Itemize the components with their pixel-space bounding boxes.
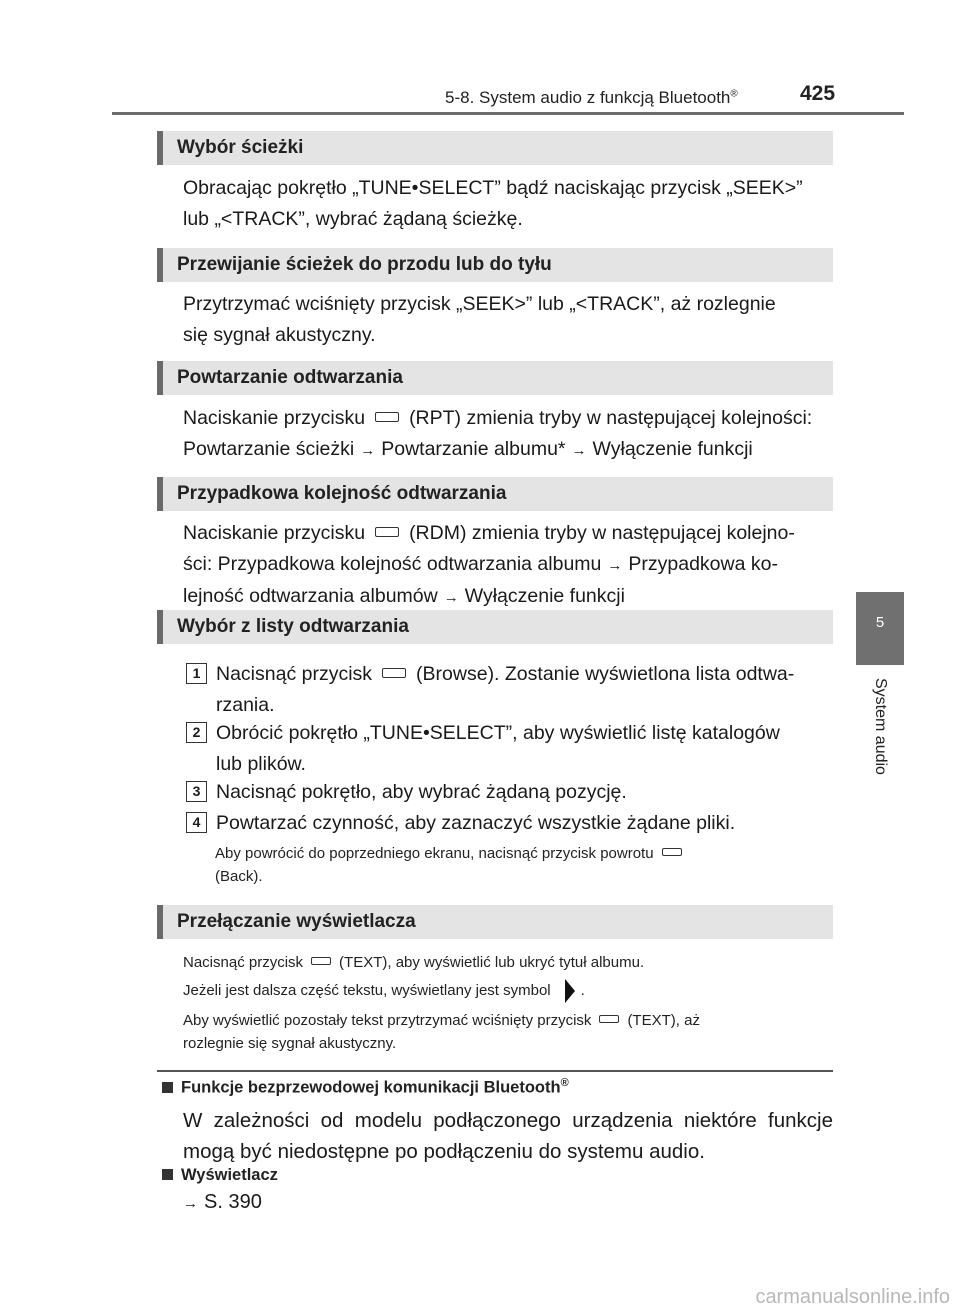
section-heading-track-select: Wybór ścieżki [157,131,833,165]
section-heading-fast-forward: Przewijanie ścieżek do przodu lub do tyłu [157,248,833,282]
section-heading-playlist: Wybór z listy odtwarzania [157,610,833,644]
chapter-tab: 5 [856,592,904,665]
section-heading-display-switch: Przełączanie wyświetlacza [157,905,833,939]
display-switch-p1: Nacisnąć przycisk (TEXT), aby wyświetlić lub ukryć tytuł albumu. [183,954,645,971]
arrow-right-icon: → [571,442,587,459]
button-icon [311,957,331,965]
display-switch-p2: Jeżeli jest dalsza część tekstu, wyświetlany jest symbol . [183,979,833,1003]
chapter-title: 5-8. System audio z funkcją Bluetooth® [445,88,738,107]
section-heading-repeat: Powtarzanie odtwarzania [157,361,833,395]
step-2: 2 Obrócić pokrętło „TUNE•SELECT”, aby wyświetlić listę katalogów lub plików. [186,718,831,780]
more-text-triangle-icon [565,979,575,1003]
step-number: 3 [186,781,207,802]
button-icon [375,412,399,422]
chapter-tab-label: System audio [872,678,889,775]
random-text: Naciskanie przycisku (RDM) zmienia tryby w następującej kolejno- ści: Przypadkowa kolejność odtwarzania albumu → Przypadkowa ko- lejność odtwarzania albumów → Wyłączenie funkcji [183,518,830,613]
button-icon [662,848,682,856]
step-4: 4 Powtarzać czynność, aby zaznaczyć wszystkie żądane pliki. [186,808,831,839]
registered-mark: ® [730,88,738,100]
fast-forward-text: Przytrzymać wciśnięty przycisk „SEEK>” lub „<TRACK”, aż rozlegnie się sygnał akustyczny. [183,293,776,346]
bluetooth-note-text: W zależności od modelu podłączonego urządzenia niektóre funkcje mogą być niedostępne po podłączeniu do systemu audio. [183,1109,833,1163]
repeat-text: Naciskanie przycisku (RPT) zmienia tryby w następującej kolejności: Powtarzanie ścieżki → Powtarzanie albumu* → Wyłączenie funkcji [183,403,830,466]
arrow-right-icon: → [607,557,623,574]
display-switch-p3: Aby wyświetlić pozostały tekst przytrzymać wciśnięty przycisk (TEXT), aż rozlegnie się sygnał akustyczny. [183,1012,700,1052]
step-number: 2 [186,722,207,743]
page-number: 425 [800,82,836,105]
square-bullet-icon [162,1082,173,1093]
arrow-right-icon: → [183,1195,198,1212]
watermark: carmanualsonline.info [755,1286,950,1308]
square-bullet-icon [162,1169,173,1180]
notes-divider [157,1070,833,1072]
arrow-right-icon: → [443,589,459,606]
step-1: 1 Nacisnąć przycisk (Browse). Zostanie wyświetlona lista odtwa- rzania. [186,659,831,721]
display-note-heading: Wyświetlacz [162,1166,278,1185]
display-page-reference[interactable]: → S. 390 [183,1191,262,1213]
playlist-note: Aby powrócić do poprzedniego ekranu, nacisnąć przycisk powrotu (Back). [215,842,830,888]
button-icon [599,1015,619,1023]
step-number: 4 [186,812,207,833]
button-icon [382,668,406,678]
button-icon [375,527,399,537]
section-heading-random: Przypadkowa kolejność odtwarzania [157,477,833,511]
track-select-text: Obracając pokrętło „TUNE•SELECT” bądź naciskając przycisk „SEEK>” lub „<TRACK”, wybrać żądaną ścieżkę. [183,177,803,230]
header-rule [112,112,904,115]
step-3: 3 Nacisnąć pokrętło, aby wybrać żądaną pozycję. [186,777,831,808]
bluetooth-note-heading: Funkcje bezprzewodowej komunikacji Bluetooth® [162,1077,569,1098]
arrow-right-icon: → [360,442,376,459]
step-number: 1 [186,663,207,684]
